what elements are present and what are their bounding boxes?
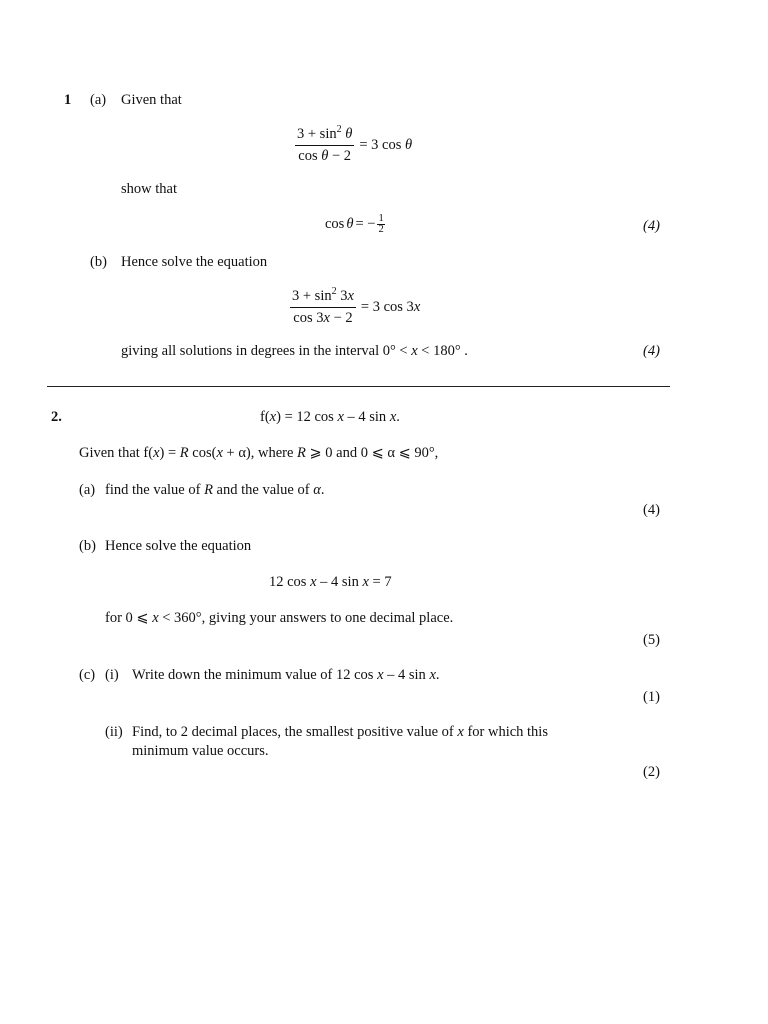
equation-fraction: $\frac{3 + \sin^2 \theta}{\text{cos θ − 2}}$ bbox=[297, 124, 353, 164]
equation-result: cos θ = − $\frac{1}{2}$ bbox=[325, 213, 384, 235]
part-cii-line1: Find, to 2 decimal places, the smallest positive value of x for which this bbox=[132, 724, 548, 740]
part-b-intro: Hence solve the equation bbox=[121, 254, 268, 270]
marks-2cii: (2) bbox=[643, 764, 660, 780]
part-b-instructions: for 0 ⩽ x < 360°, giving your answers to one decimal place. bbox=[105, 610, 454, 626]
equation-given: $\frac{3 + \sin^2 \theta}{\text{cos θ − 2}}$ = 3 cos θ bbox=[297, 124, 413, 164]
question-number: 1 bbox=[64, 92, 72, 108]
section-divider bbox=[47, 386, 670, 387]
part-a-text: find the value of R and the value of α. bbox=[105, 482, 325, 498]
part-ci-text: Write down the minimum value of 12 cos x – 4 sin x. bbox=[132, 667, 440, 683]
given-statement: Given that f(x) = R cos(x + α), where R ⩾ 0 and 0 ⩽ α ⩽ 90°, bbox=[79, 445, 439, 461]
part-b-instructions: giving all solutions in degrees in the interval 0° < x < 180° . bbox=[121, 343, 468, 359]
marks-2a: (4) bbox=[643, 502, 660, 518]
show-that-text: show that bbox=[121, 181, 177, 197]
equation-to-solve: 12 cos x – 4 sin x = 7 bbox=[269, 574, 392, 590]
half-fraction: $\frac{1}{2}$ bbox=[378, 213, 384, 235]
part-b-label: (b) bbox=[90, 254, 107, 270]
part-a-intro: Given that bbox=[121, 92, 182, 108]
part-b-label: (b) bbox=[79, 538, 96, 554]
marks-1a: (4) bbox=[643, 218, 660, 234]
marks-2b: (5) bbox=[643, 632, 660, 648]
marks-2ci: (1) bbox=[643, 689, 660, 705]
equation-to-solve: $\frac{3 + \sin^2 3x}{\cos 3x - 2}$ = 3 cos 3x bbox=[292, 286, 421, 326]
part-cii-label: (ii) bbox=[105, 724, 123, 740]
marks-1b: (4) bbox=[643, 343, 660, 359]
equation-fraction: $\frac{3 + \sin^2 3x}{\cos 3x - 2}$ bbox=[292, 286, 354, 326]
part-a-label: (a) bbox=[79, 482, 96, 498]
part-cii-line2: minimum value occurs. bbox=[132, 743, 269, 759]
function-definition: f(x) = 12 cos x – 4 sin x. bbox=[260, 409, 400, 425]
question-number: 2. bbox=[51, 409, 62, 425]
part-ci-label: (i) bbox=[105, 667, 119, 683]
part-a-label: (a) bbox=[90, 92, 107, 108]
part-b-intro: Hence solve the equation bbox=[105, 538, 252, 554]
part-c-label: (c) bbox=[79, 667, 96, 683]
